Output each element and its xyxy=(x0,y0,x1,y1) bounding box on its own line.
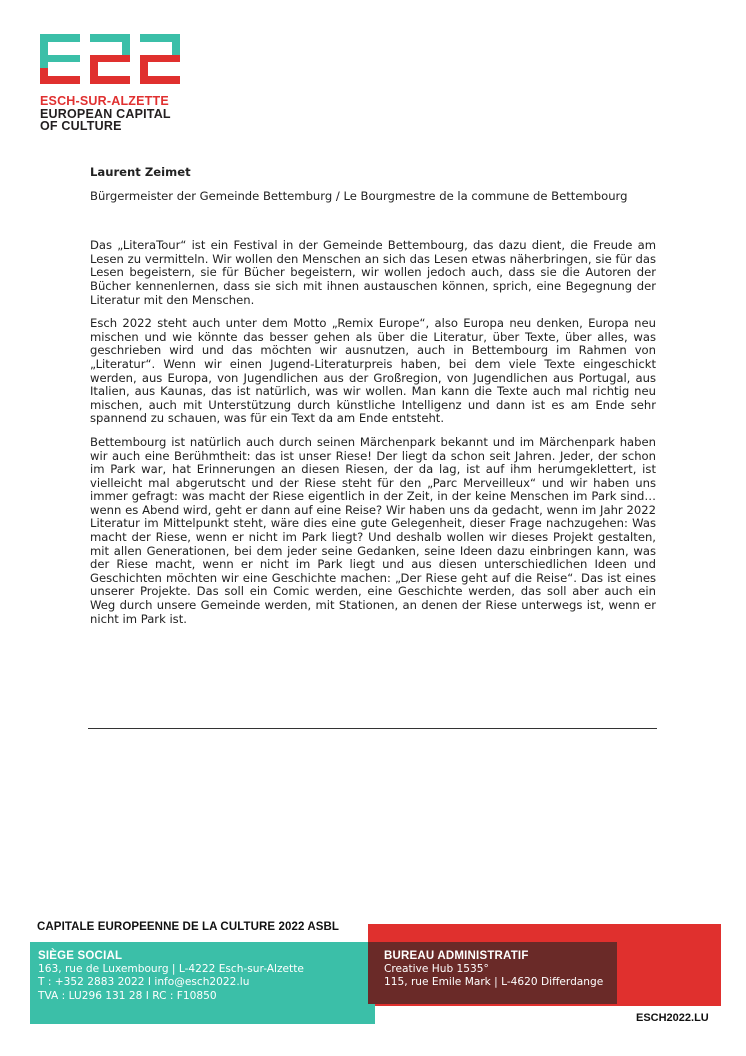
logo-line-3: OF CULTURE xyxy=(40,119,122,133)
logo-wordmark xyxy=(40,95,171,133)
paragraph-2: Esch 2022 steht auch unter dem Motto „Remix Europe“, also Europa neu denken, Europa neu mischen und wie könnte das besser gehen als über die Literatur, über Texte, über alles, was geschrieben wird und das möchten wir ausnutzen, auch in Bettembourg im Rahmen von „Literatur“. Wenn wir einen Jugend-Literaturpreis haben, bei dem viele Texte eingeschickt werden, aus Europa, von Jugendlichen aus der Großregion, von Jugendlichen aus Portugal, aus Italien, aus Kaunas, das ist natürlich, was wir wollen. Man kann die Texte auch mal richtig neu mischen, auch mit Unterstützung durch künstliche Intelligenz und dann ist es am Ende sehr spannend zu schauen, was für ein Text da am Ende entsteht. xyxy=(90,316,656,426)
logo-e-mid xyxy=(48,55,80,62)
logo-line-2: EUROPEAN CAPITAL xyxy=(40,106,171,121)
footer-website-link[interactable]: ESCH2022.LU xyxy=(636,1012,709,1024)
document-body xyxy=(90,166,656,636)
logo-e-stem xyxy=(40,34,48,68)
footer-asbl-title: CAPITALE EUROPEENNE DE LA CULTURE 2022 ASBL xyxy=(37,921,340,933)
logo-2b-bottom xyxy=(140,76,180,84)
siege-tax: TVA : LU296 131 28 I RC : F10850 xyxy=(38,989,217,1002)
siege-contact: T : +352 2883 2022 I info@esch2022.lu xyxy=(38,976,250,989)
bureau-line-2: 115, rue Emile Mark | L-4620 Differdange xyxy=(384,976,604,989)
author-role: Bürgermeister der Gemeinde Bettemburg / Le Bourgmestre de la commune de Bettembourg xyxy=(90,188,628,203)
bureau-heading: BUREAU ADMINISTRATIF xyxy=(384,950,529,962)
logo-line-1: ESCH-SUR-ALZETTE xyxy=(40,94,169,108)
siege-heading: SIÈGE SOCIAL xyxy=(38,950,123,962)
footer-bureau-administratif xyxy=(384,950,603,990)
siege-address: 163, rue de Luxembourg | L-4222 Esch-sur-Alzette xyxy=(38,963,304,976)
author-name: Laurent Zeimet xyxy=(90,165,191,179)
logo-2a-bottom xyxy=(90,76,130,84)
esch2022-logo-mark xyxy=(40,34,180,84)
paragraph-1: Das „LiteraTour“ ist ein Festival in der Gemeinde Bettembourg, das dazu dient, die Freude am Lesen zu vermitteln. Wir wollen den Menschen an sich das Lesen etwas näherbringen, sie für das Lesen begeistern, sie für Bücher begeistern, wir wollen jedoch auch, dass sie die Autoren der Bücher kennenlernen, dass sie sich mit ihnen austauschen können, sprich, eine Begegnung der Literatur mit den Menschen. xyxy=(90,238,656,307)
footer-siege-social xyxy=(38,950,304,1003)
logo-e-bottom xyxy=(40,76,80,84)
paragraph-3: Bettembourg ist natürlich auch durch seinen Märchenpark bekannt und im Märchenpark haben wir auch eine Berühmtheit: das ist unser Riese! Der liegt da schon seit Jahren. Jeder, der schon im Park war, hat Erinnerungen an diesen Riesen, der da lag, ist auf ihm herumgeklettert, ist vielleicht mal abgerutscht und der Riese steht für den „Parc Merveilleux“ und wir haben uns immer gefragt: was macht der Riese eigentlich in der Zeit, in der keine Menschen im Park sind… wenn es Abend wird, geht er dann auf eine Reise? Wir haben uns da gedacht, wenn im Jahr 2022 Literatur im Mittelpunkt steht, wäre dies eine gute Gelegenheit, dieser Frage nachzugehen: Was macht der Riese, wenn er nicht im Park liegt? Und deshalb wollen wir dieses Projekt gestalten, mit allen Generationen, bei dem jeder seine Gedanken, seine Ideen dazu einbringen kann, was der Riese macht, wenn er nicht im Park liegt und aus diesen unterschiedlichen Ideen und Geschichten möchten wir eine Geschichte machen: „Der Riese geht auf die Reise“. Das ist eines unserer Projekte. Das soll ein Comic werden, eine Geschichte werden, das soll aber auch ein Weg durch unsere Gemeinde werden, mit Stationen, an denen der Riese unterwegs ist, wenn er nicht im Park ist. xyxy=(90,434,656,626)
divider-line xyxy=(88,728,657,729)
bureau-line-1: Creative Hub 1535° xyxy=(384,963,489,976)
